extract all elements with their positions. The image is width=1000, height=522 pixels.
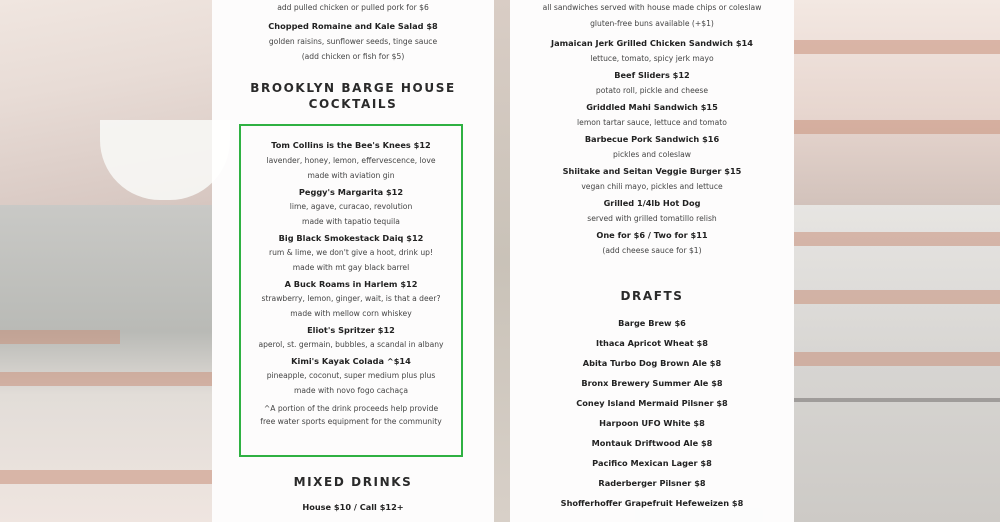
bench-plank xyxy=(0,470,212,484)
menu-panel-left xyxy=(212,0,494,522)
salad-items xyxy=(212,2,494,62)
item-description: pineapple, coconut, super medium plus plus xyxy=(266,371,436,380)
bench-plank xyxy=(794,398,1000,402)
sandwich-item xyxy=(510,198,794,224)
bench-plank xyxy=(794,232,1000,246)
item-description: made with mellow corn whiskey xyxy=(290,309,412,318)
bench-plank xyxy=(794,40,1000,54)
draft-item: Bronx Brewery Summer Ale $8 xyxy=(581,378,723,388)
cocktail-item xyxy=(241,233,461,273)
item-name: Kimi's Kayak Colada ^$14 xyxy=(291,356,411,366)
note-line: gluten-free buns available (+$1) xyxy=(590,19,714,28)
photo-tile-top-right xyxy=(794,0,1000,205)
item-description: made with tapatio tequila xyxy=(302,217,400,226)
bench-plank xyxy=(794,290,1000,304)
item-name: One for $6 / Two for $11 xyxy=(596,230,708,240)
item-name: Barbecue Pork Sandwich $16 xyxy=(584,134,720,144)
draft-item: Harpoon UFO White $8 xyxy=(599,418,705,428)
menu-item xyxy=(212,21,494,62)
bench-plank xyxy=(0,372,212,386)
item-name: Beef Sliders $12 xyxy=(614,70,690,80)
cocktails-highlight-box xyxy=(239,124,463,457)
cocktail-item xyxy=(241,356,461,396)
draft-item: Montauk Driftwood Ale $8 xyxy=(591,438,713,448)
item-name: Tom Collins is the Bee's Knees $12 xyxy=(271,140,431,150)
bench-plank xyxy=(794,352,1000,366)
drafts-section xyxy=(510,288,794,518)
section-title: COCKTAILS xyxy=(308,97,398,111)
item-description: pickles and coleslaw xyxy=(613,150,691,159)
draft-item: Ithaca Apricot Wheat $8 xyxy=(596,338,708,348)
item-name: A Buck Roams in Harlem $12 xyxy=(284,279,418,289)
item-description: (add chicken or fish for $5) xyxy=(301,52,405,61)
cocktail-item xyxy=(241,279,461,319)
item-description: strawberry, lemon, ginger, wait, is that a deer? xyxy=(261,294,441,303)
section-title: BROOKLYN BARGE HOUSE xyxy=(250,81,456,95)
section-title: MIXED DRINKS xyxy=(293,475,413,489)
draft-item: Abita Turbo Dog Brown Ale $8 xyxy=(582,358,722,368)
sandwich-item xyxy=(510,230,794,256)
item-description: made with novo fogo cachaça xyxy=(294,386,408,395)
photo-tile-middle xyxy=(494,0,510,522)
menu-item xyxy=(212,2,494,13)
cocktail-item xyxy=(241,325,461,350)
cocktail-footnote xyxy=(241,402,461,428)
sandwich-item xyxy=(510,102,794,128)
item-description: served with grilled tomatillo relish xyxy=(587,214,717,223)
item-name: Chopped Romaine and Kale Salad $8 xyxy=(268,21,438,31)
bench-plank xyxy=(0,330,120,344)
sandwich-list xyxy=(510,38,794,262)
drafts-list xyxy=(510,318,794,509)
bench-plank xyxy=(794,120,1000,134)
item-name: Big Black Smokestack Daiq $12 xyxy=(278,233,424,243)
sandwich-item xyxy=(510,166,794,192)
item-description: vegan chili mayo, pickles and lettuce xyxy=(581,182,723,191)
sandwich-item xyxy=(510,134,794,160)
item-description: lettuce, tomato, spicy jerk mayo xyxy=(590,54,714,63)
item-description: potato roll, pickle and cheese xyxy=(595,86,709,95)
draft-item: Pacifico Mexican Lager $8 xyxy=(592,458,712,468)
item-description: add pulled chicken or pulled pork for $6 xyxy=(277,3,429,12)
cocktail-item xyxy=(241,140,461,181)
item-description: golden raisins, sunflower seeds, tinge sauce xyxy=(268,37,438,46)
sandwich-notes xyxy=(510,2,794,29)
draft-item: Raderberger Pilsner $8 xyxy=(598,478,706,488)
item-name: Grilled 1/4lb Hot Dog xyxy=(603,198,701,208)
cocktail-item xyxy=(241,187,461,227)
menu-panel-right xyxy=(510,0,794,522)
item-description: made with aviation gin xyxy=(307,171,395,180)
item-description: made with mt gay black barrel xyxy=(292,263,410,272)
sandwich-item xyxy=(510,38,794,64)
item-description: aperol, st. germain, bubbles, a scandal in albany xyxy=(258,340,444,349)
draft-item: Shofferhoffer Grapefruit Hefeweizen $8 xyxy=(560,498,744,508)
cocktails-heading xyxy=(212,80,494,112)
item-name: Shiitake and Seitan Veggie Burger $15 xyxy=(562,166,742,176)
draft-item: Barge Brew $6 xyxy=(618,318,686,328)
item-name: Griddled Mahi Sandwich $15 xyxy=(586,102,718,112)
item-description: lime, agave, curacao, revolution xyxy=(289,202,413,211)
item-description: lemon tartar sauce, lettuce and tomato xyxy=(577,118,727,127)
note-line: all sandwiches served with house made chips or coleslaw xyxy=(542,3,762,12)
section-title: DRAFTS xyxy=(620,289,684,303)
mixed-drinks-section xyxy=(212,474,494,513)
footnote-line: ^A portion of the drink proceeds help provide xyxy=(263,404,439,413)
item-name: House $10 / Call $12+ xyxy=(302,502,404,512)
item-description: lavender, honey, lemon, effervescence, love xyxy=(266,156,436,165)
sandwich-item xyxy=(510,70,794,96)
draft-item: Coney Island Mermaid Pilsner $8 xyxy=(576,398,728,408)
item-description: (add cheese sauce for $1) xyxy=(602,246,702,255)
item-name: Jamaican Jerk Grilled Chicken Sandwich $14 xyxy=(551,38,753,48)
item-description: rum & lime, we don't give a hoot, drink up! xyxy=(268,248,434,257)
footnote-line: free water sports equipment for the community xyxy=(260,417,442,426)
item-name: Eliot's Spritzer $12 xyxy=(307,325,395,335)
item-name: Peggy's Margarita $12 xyxy=(298,187,404,197)
